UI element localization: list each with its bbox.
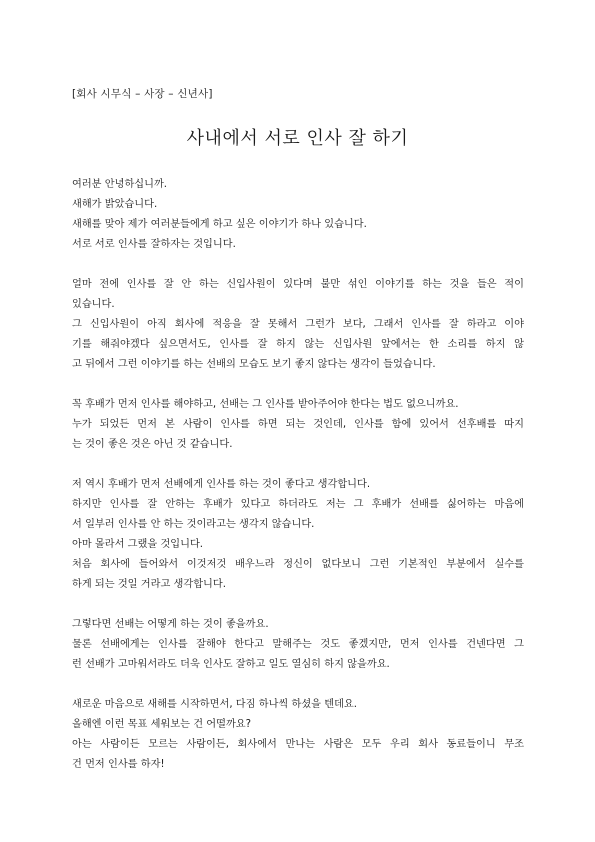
text-line: 아마 몰라서 그랬을 것입니다. xyxy=(72,539,204,550)
text-line: 그렇다면 선배는 어떻게 하는 것이 좋을까요. xyxy=(72,619,269,630)
text-line: 여러분 안녕하십니까. xyxy=(72,179,168,190)
paragraph xyxy=(72,275,524,375)
text-line: 서로 서로 인사를 잘하자는 것입니다. xyxy=(72,239,236,250)
text-line: 하게 되는 것일 거라고 생각합니다. xyxy=(72,579,226,590)
text-line: 올해엔 이런 목표 세워보는 건 어떨까요? xyxy=(72,719,252,730)
text-line: 누가 되었든 먼저 본 사람이 인사를 하면 되는 것인데, 인사를 함에 있어서 선후배를 따지 xyxy=(72,419,524,430)
paragraph xyxy=(72,395,524,455)
text-line: 얼마 전에 인사를 잘 안 하는 신입사원이 있다며 불만 섞인 이야기를 하는 것을 들은 적이 xyxy=(72,279,524,290)
paragraph xyxy=(72,695,524,775)
text-line: 서 일부러 인사를 안 하는 것이라고는 생각지 않습니다. xyxy=(72,519,315,530)
text-line: 새로운 마음으로 새해를 시작하면서, 다짐 하나씩 하셨을 텐데요. xyxy=(72,699,358,710)
paragraph xyxy=(72,615,524,675)
text-line: 는 것이 좋은 것은 아닌 것 같습니다. xyxy=(72,439,233,450)
text-line: 고 뒤에서 그런 이야기를 하는 선배의 모습도 보기 좋지 않다는 생각이 들었습니다. xyxy=(72,359,436,370)
text-line: 새해가 밝았습니다. xyxy=(72,199,158,210)
text-line: 처음 회사에 들어와서 이것저것 배우느라 정신이 없다보니 그런 기본적인 부분에서 실수를 xyxy=(72,559,524,570)
text-line: 새해를 맞아 제가 여러분들에게 하고 싶은 이야기가 하나 있습니다. xyxy=(72,219,367,230)
header-tag: [회사 시무식 – 사장 – 신년사] xyxy=(72,88,213,100)
text-line: 건 먼저 인사를 하자! xyxy=(72,759,165,770)
text-line: 기를 해줘야겠다 싶으면서도, 인사를 잘 하지 않는 신입사원 앞에서는 한 소리를 하지 않 xyxy=(72,339,524,350)
text-line: 런 선배가 고마워서라도 더욱 인사도 잘하고 일도 열심히 하지 않을까요. xyxy=(72,659,390,670)
text-line: 그 신입사원이 아직 회사에 적응을 잘 못해서 그런가 보다, 그래서 인사를 잘 하라고 이야 xyxy=(72,319,524,330)
text-line: 하지만 인사를 잘 안하는 후배가 있다고 하더라도 저는 그 후배가 선배를 싫어하는 마음에 xyxy=(72,499,524,510)
text-line: 물론 선배에게는 인사를 잘해야 한다고 말해주는 것도 좋겠지만, 먼저 인사를 건넨다면 그 xyxy=(72,639,524,650)
document-body xyxy=(72,175,524,795)
text-line: 있습니다. xyxy=(72,299,115,310)
document-title: 사내에서 서로 인사 잘 하기 xyxy=(186,128,409,149)
text-line: 꼭 후배가 먼저 인사를 해야하고, 선배는 그 인사를 받아주어야 한다는 법도 없으니까요. xyxy=(72,399,459,410)
text-line: 저 역시 후배가 먼저 선배에게 인사를 하는 것이 좋다고 생각합니다. xyxy=(72,479,371,490)
paragraph xyxy=(72,175,524,255)
paragraph xyxy=(72,475,524,595)
text-line: 아는 사람이든 모르는 사람이든, 회사에서 만나는 사람은 모두 우리 회사 동료들이니 무조 xyxy=(72,739,524,750)
